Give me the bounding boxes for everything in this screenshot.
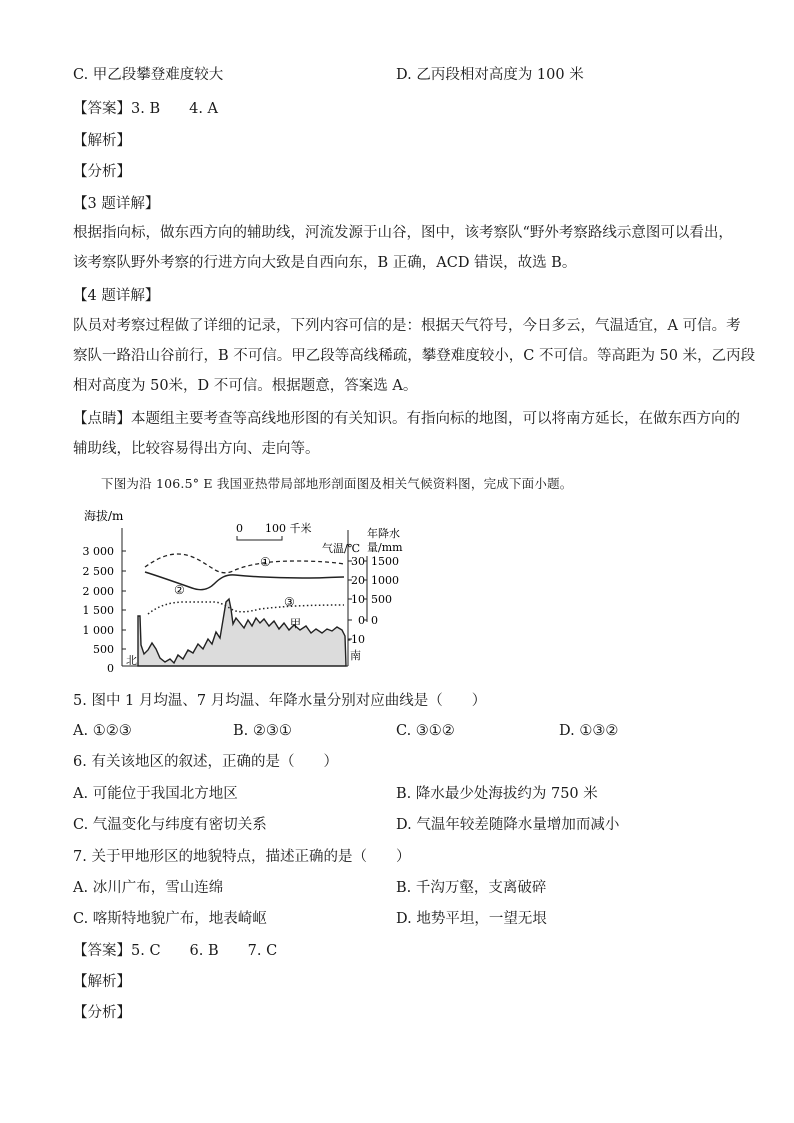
precip-tick: 500 [371,593,392,606]
curve-1 [145,554,344,573]
q5-option-a: A. ①②③ [73,723,132,739]
q5-option-b: B. ②③① [233,723,292,739]
curve-3 [148,602,344,614]
temperature-tick: -10 [347,633,365,646]
elevation-tick: 1 500 [82,604,114,617]
q4-detail-heading: 【4 题详解】 [73,288,160,304]
answer-3-4: 【答案】3. B 4. A [73,101,219,117]
precip-axis-title: 年降水 [367,527,400,540]
curve-label-3: ③ [284,595,295,609]
terrain-climate-profile-figure [70,502,420,674]
precip-axis-unit: 量/mm [367,541,403,554]
q7-option-d: D. 地势平坦，一望无垠 [396,911,547,927]
figure-caption: 下图为沿 106.5° E 我国亚热带局部地形剖面图及相关气候资料图，完成下面小题。 [101,476,573,491]
q6-option-d: D. 气温年较差随降水量增加而减小 [396,817,620,833]
dianqing-line: 【点睛】本题组主要考查等高线地形图的有关知识。有指向标的地图，可以将南方延长，在做东西方向的 [73,411,740,427]
q4-detail-line: 察队一路沿山谷前行，B 不可信。甲乙段等高线稀疏，攀登难度较小，C 不可信。等高距为 50 米，乙丙段 [73,348,756,364]
q3-detail-line: 该考察队野外考察的行进方向大致是自西向东，B 正确，ACD 错误，故选 B。 [73,255,577,271]
temperature-tick: 20 [351,574,365,587]
question-7: 7. 关于甲地形区的地貌特点，描述正确的是（ ） [73,849,411,865]
q6-option-a: A. 可能位于我国北方地区 [73,786,238,802]
elevation-tick: 2 500 [82,565,114,578]
temperature-tick: 0 [358,614,365,627]
q7-option-a: A. 冰川广布，雪山连绵 [73,880,224,896]
temperature-tick: 10 [351,593,365,606]
q3-detail-line: 根据指向标，做东西方向的辅助线，河流发源于山谷，图中，该考察队“野外考察路线示意图可以看出， [73,225,733,241]
scale-label: 0 100 千米 [236,522,312,535]
elevation-tick: 1 000 [82,624,114,637]
elevation-tick: 2 000 [82,585,114,598]
precip-tick: 1000 [371,574,399,587]
precip-tick: 1500 [371,555,399,568]
scale-bar [237,536,282,540]
elevation-axis-title: 海拔/m [84,509,124,523]
fenxi-label-2: 【分析】 [73,1005,131,1021]
option-c-prev: C. 甲乙段攀登难度较大 [73,67,224,83]
q7-option-b: B. 千沟万壑，支离破碎 [396,880,547,896]
elevation-tick: 500 [93,643,114,656]
analysis-label: 【解析】 [73,133,131,149]
question-6: 6. 有关该地区的叙述，正确的是（ ） [73,754,338,770]
q4-detail-line: 队员对考察过程做了详细的记录，下列内容可信的是：根据天气符号，今日多云，气温适宜，A 可信。考 [73,318,741,334]
terrain-label-jia: 甲 [290,617,301,630]
analysis-label-2: 【解析】 [73,974,131,990]
temperature-axis-title: 气温/℃ [322,542,361,555]
curve-label-2: ② [174,583,185,597]
dianqing-line: 辅助线，比较容易得出方向、走向等。 [73,441,320,457]
q7-option-c: C. 喀斯特地貌广布，地表崎岖 [73,911,267,927]
curve-label-1: ① [260,555,271,569]
q3-detail-heading: 【3 题详解】 [73,196,160,212]
north-label: 北 [126,654,137,667]
option-d-prev: D. 乙丙段相对高度为 100 米 [396,67,584,83]
elevation-tick: 0 [107,662,114,674]
fenxi-label: 【分析】 [73,164,131,180]
q4-detail-line: 相对高度为 50米，D 不可信。根据题意，答案选 A。 [73,378,418,394]
q6-option-b: B. 降水最少处海拔约为 750 米 [396,786,598,802]
precip-tick: 0 [371,614,378,627]
temperature-tick: 30 [351,555,365,568]
q6-option-c: C. 气温变化与纬度有密切关系 [73,817,267,833]
q5-option-c: C. ③①② [396,723,455,739]
elevation-tick: 3 000 [82,545,114,558]
answer-5-7: 【答案】5. C 6. B 7. C [73,943,278,959]
south-label: 南 [350,649,361,662]
terrain-profile [138,599,346,666]
question-5: 5. 图中 1 月均温、7 月均温、年降水量分别对应曲线是（ ） [73,693,487,709]
q5-option-d: D. ①③② [559,723,619,739]
